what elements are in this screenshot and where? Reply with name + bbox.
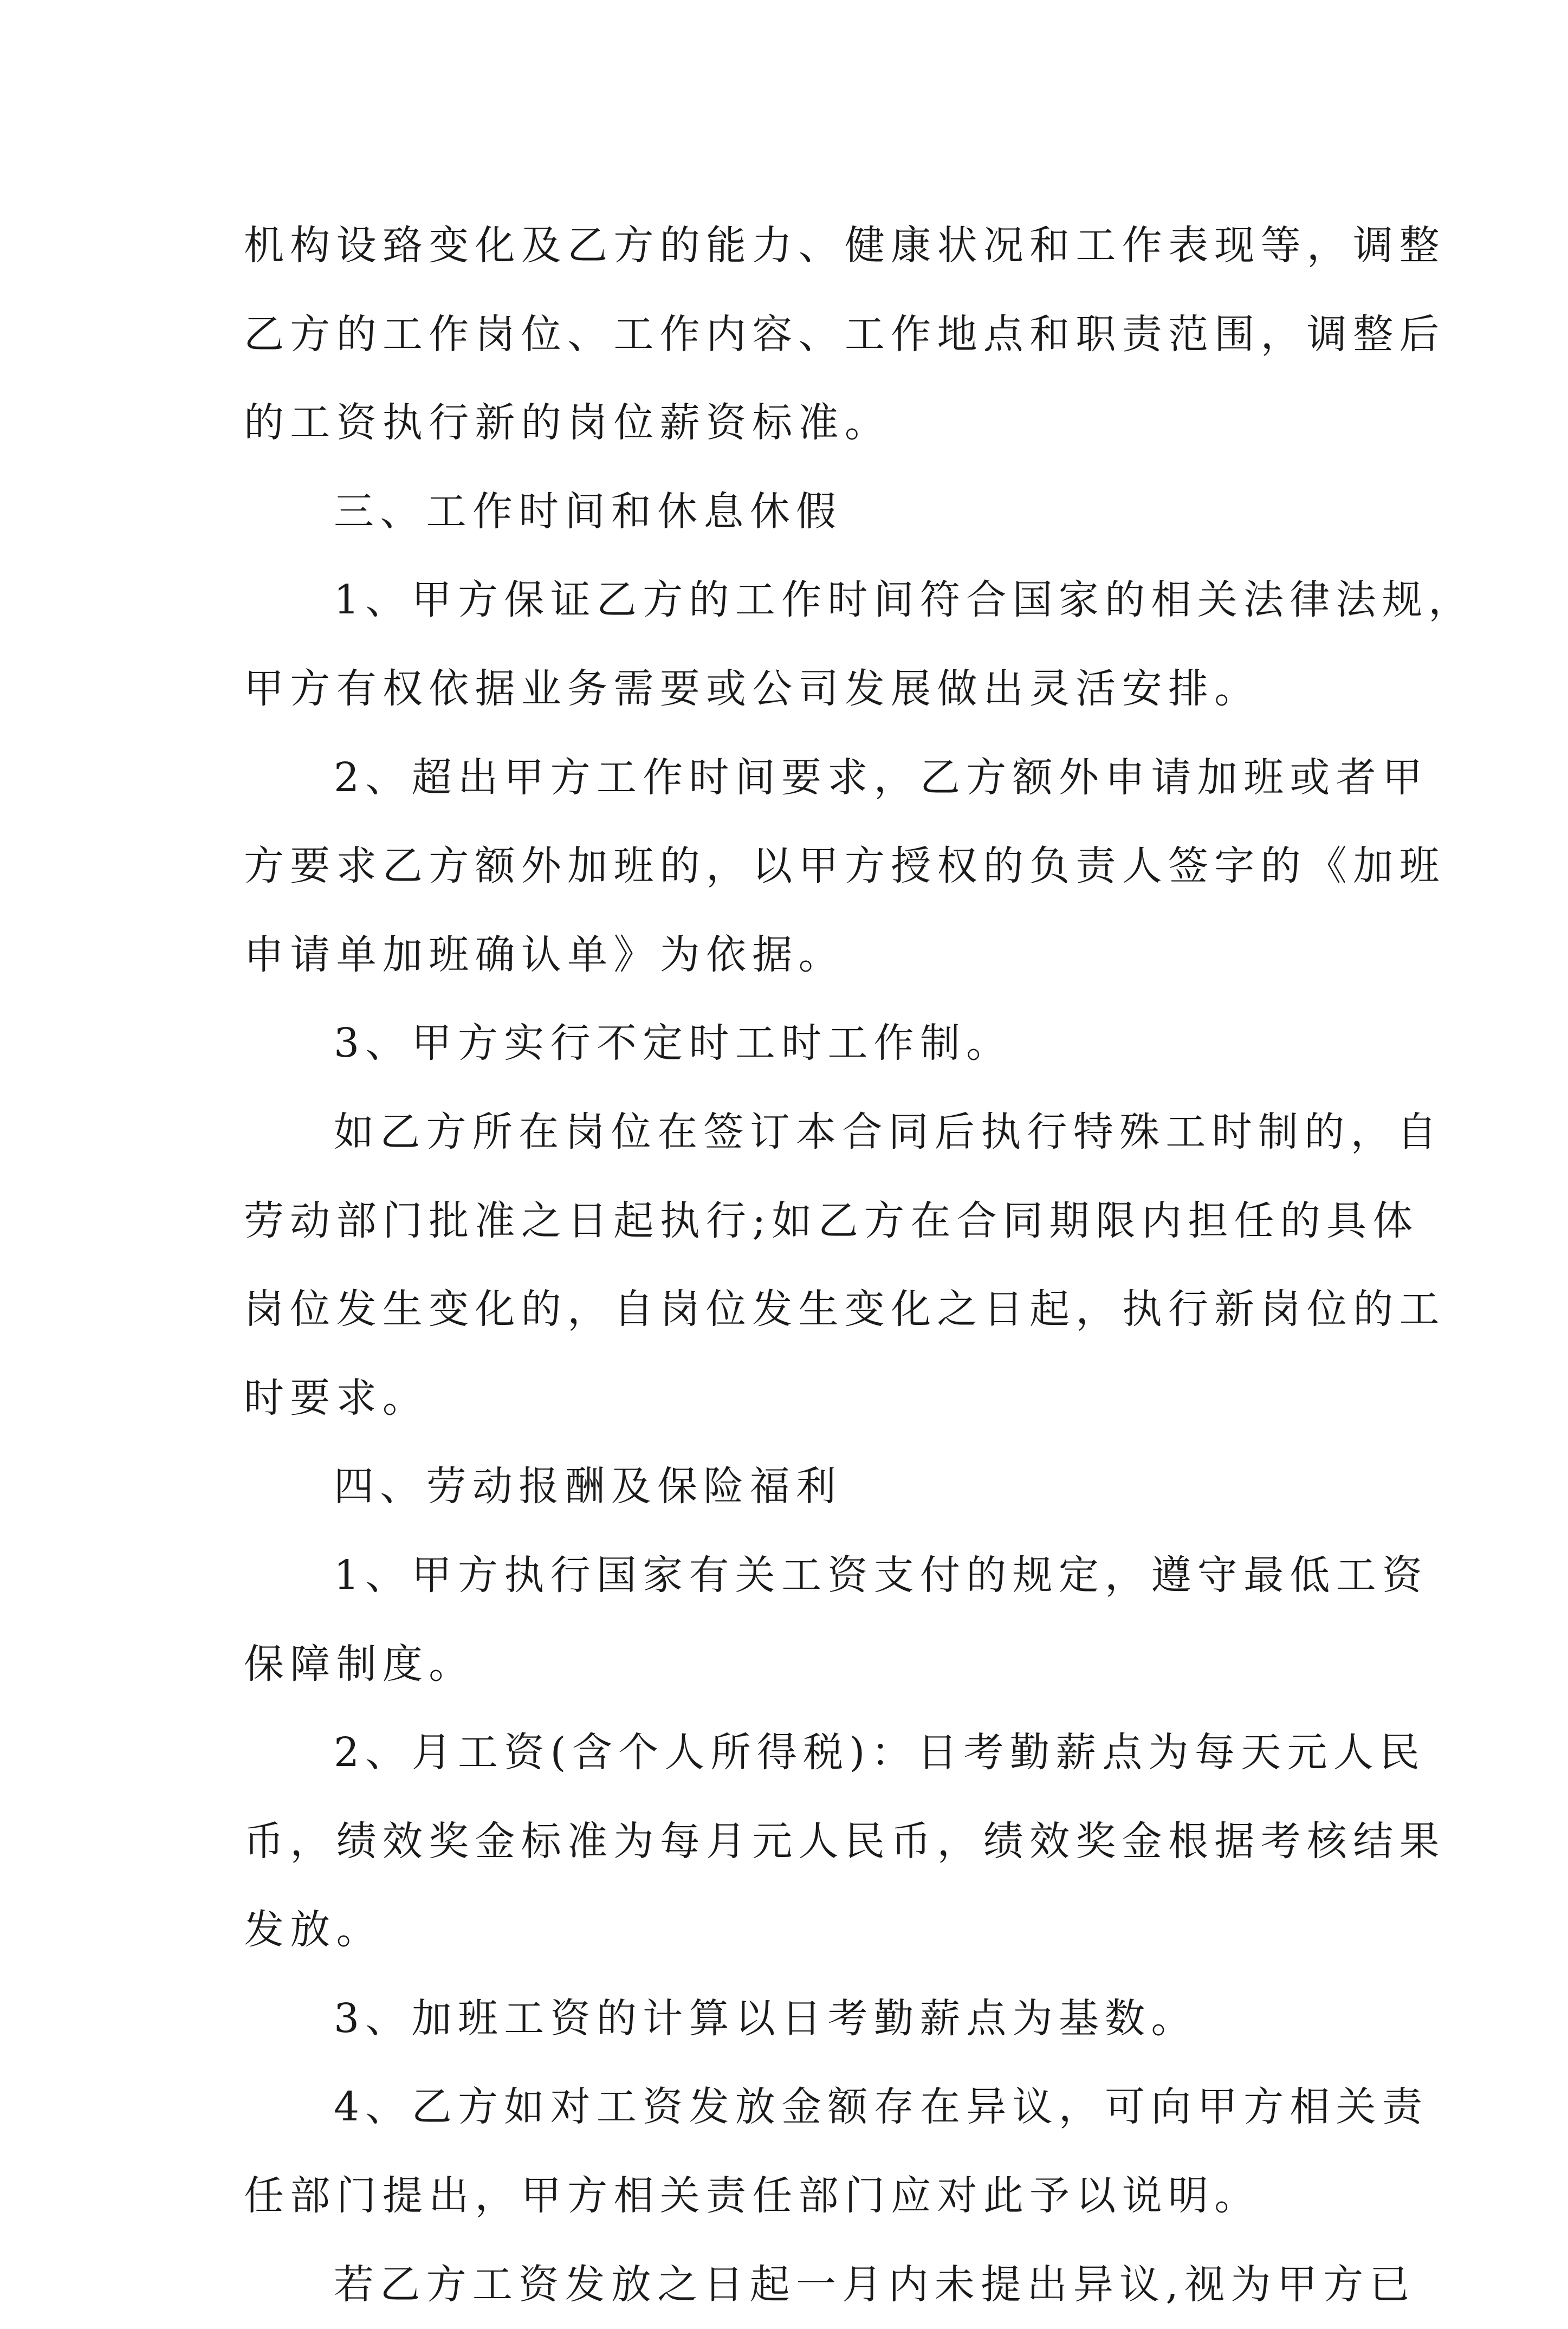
text-line-23: 任部门提出，甲方相关责任部门应对此予以说明。	[244, 2172, 1261, 2220]
text-line-19: 币，绩效奖金标准为每月元人民币，绩效奖金根据考核结果	[244, 1817, 1446, 1865]
document-body	[244, 202, 1475, 2329]
text-line-21: 3、加班工资的计算以日考勤薪点为基数。	[334, 1995, 1197, 2042]
text-line-6: 甲方有权依据业务需要或公司发展做出灵活安排。	[244, 665, 1261, 712]
text-line-3: 的工资执行新的岗位薪资标准。	[244, 399, 891, 447]
text-line-11: 如乙方所在岗位在签订本合同后执行特殊工时制的，自	[334, 1108, 1443, 1155]
section-heading-4: 四、劳动报酬及保险福利	[334, 1463, 843, 1510]
text-line-20: 发放。	[244, 1906, 383, 1953]
text-line-18: 2、月工资(含个人所得税)：日考勤薪点为每天元人民	[334, 1729, 1426, 1776]
text-line-2: 乙方的工作岗位、工作内容、工作地点和职责范围，调整后	[244, 310, 1446, 358]
text-line-14: 时要求。	[244, 1374, 429, 1421]
text-line-22: 4、乙方如对工资发放金额存在异议，可向甲方相关责	[334, 2084, 1429, 2131]
text-line-10: 3、甲方实行不定时工时工作制。	[334, 1020, 1013, 1067]
section-heading-3: 三、工作时间和休息休假	[334, 488, 843, 535]
text-line-9: 申请单加班确认单》为依据。	[244, 931, 845, 978]
text-line-8: 方要求乙方额外加班的，以甲方授权的负责人签字的《加班	[244, 843, 1446, 890]
text-line-7: 2、超出甲方工作时间要求，乙方额外申请加班或者甲	[334, 754, 1429, 801]
text-line-12: 劳动部门批准之日起执行;如乙方在合同期限内担任的具体	[244, 1197, 1419, 1244]
text-line-1: 机构设臵变化及乙方的能力、健康状况和工作表现等，调整	[244, 222, 1446, 269]
text-line-16: 1、甲方执行国家有关工资支付的规定，遵守最低工资	[334, 1551, 1429, 1599]
text-line-13: 岗位发生变化的，自岗位发生变化之日起，执行新岗位的工	[244, 1286, 1446, 1333]
text-line-5: 1、甲方保证乙方的工作时间符合国家的相关法律法规，	[334, 577, 1475, 624]
text-line-24: 若乙方工资发放之日起一月内未提出异议,视为甲方已	[334, 2261, 1416, 2308]
text-line-17: 保障制度。	[244, 1640, 475, 1687]
